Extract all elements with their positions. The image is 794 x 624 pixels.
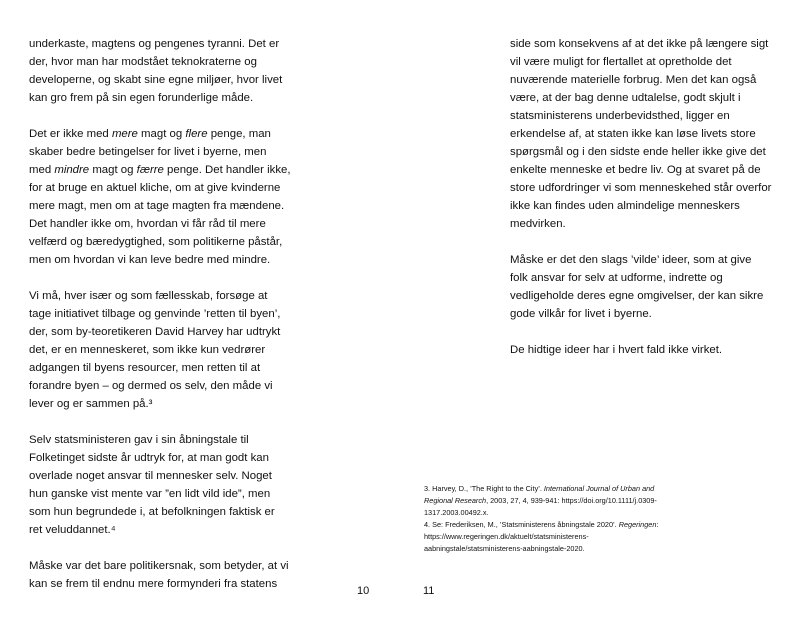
footnotes <box>424 483 674 555</box>
paragraph: Måske er det den slags ’vilde’ ideer, som at give folk ansvar for selv at udforme, indrette og vedligeholde deres egne omgivelser, der kan sikre gode vilkår for livet i byerne. <box>510 254 764 320</box>
paragraph: underkaste, magtens og pengenes tyranni. Det er der, hvor man har modstået teknokraterne og developerne, og skabt sine egne miljøer, hvor livet kan gro frem på sin egen forunderlige måde. <box>29 38 283 104</box>
paragraph: Måske var det bare politikersnak, som betyder, at vi kan se frem til endnu mere formynderi fra statens <box>29 560 289 590</box>
left-page-body <box>29 35 291 593</box>
footnote-4: 4. Se: Frederiksen, M., ’Statsministerens åbningstale 2020’. Regeringen: https://www.regeringen.dk/aktuelt/statsministerens-aabningstale/statsministerens-aabningstale-2020. <box>424 520 659 553</box>
right-page-body <box>510 35 772 359</box>
paragraph: Vi må, hver især og som fællesskab, forsøge at tage initiativet tilbage og genvinde ’retten til byen’, der, som by-teoretikeren David Harvey har udtrykt det, er en menneskeret, som ikke kun vedrører adgangen til byens resourcer, men retten til at forandre byen – og dermed os selv, den måde vi lever og er sammen på.³ <box>29 290 281 410</box>
page-number-right: 11 <box>423 585 435 597</box>
paragraph-emphasis: Det er ikke med mere magt og flere penge, man skaber bedre betingelser for livet i byerne, men med mindre magt og færre penge. Det handler ikke, for at bruge en aktuel kliche, om at give kvinderne mere magt, men om at tage magten fra mændene. Det handler ikke om, hvordan vi får råd til mere velfærd og bæredygtighed, som politikerne påstår, men om hvordan vi kan leve bedre med mindre. <box>29 128 291 266</box>
footnote-3: 3. Harvey, D., ’The Right to the City’. International Journal of Urban and Regional Research, 2003, 27, 4, 939-941: https://doi.org/10.1111/j.0309-1317.2003.00492.x. <box>424 484 657 517</box>
right-page <box>397 0 794 624</box>
paragraph: side som konsekvens af at det ikke på længere sigt vil være muligt for flertallet at opretholde det nuværende materielle forbrug. Men det kan også være, at der bag denne udtalelse, godt skjult i statsministerens underbevidsthed, ligger en erkendelse af, at staten ikke kan løse livets store spørgsmål og i den sidste ende heller ikke give det enkelte menneske et bedre liv. Og at svaret på de store udfordringer vi som menneskehed står overfor ikke kan findes uden almindelige menneskers medvirken. <box>510 38 772 230</box>
page-number-left: 10 <box>357 585 370 597</box>
paragraph: Selv statsministeren gav i sin åbningstale til Folketinget sidste år udtryk for, at man godt kan overlade noget ansvar til mennesker selv. Noget hun ganske vist mente var ”en lidt vild ide”, men som hun begrundede i, at befolkningen faktisk er ret veluddannet.⁴ <box>29 434 275 536</box>
paragraph: De hidtige ideer har i hvert fald ikke virket. <box>510 344 723 356</box>
